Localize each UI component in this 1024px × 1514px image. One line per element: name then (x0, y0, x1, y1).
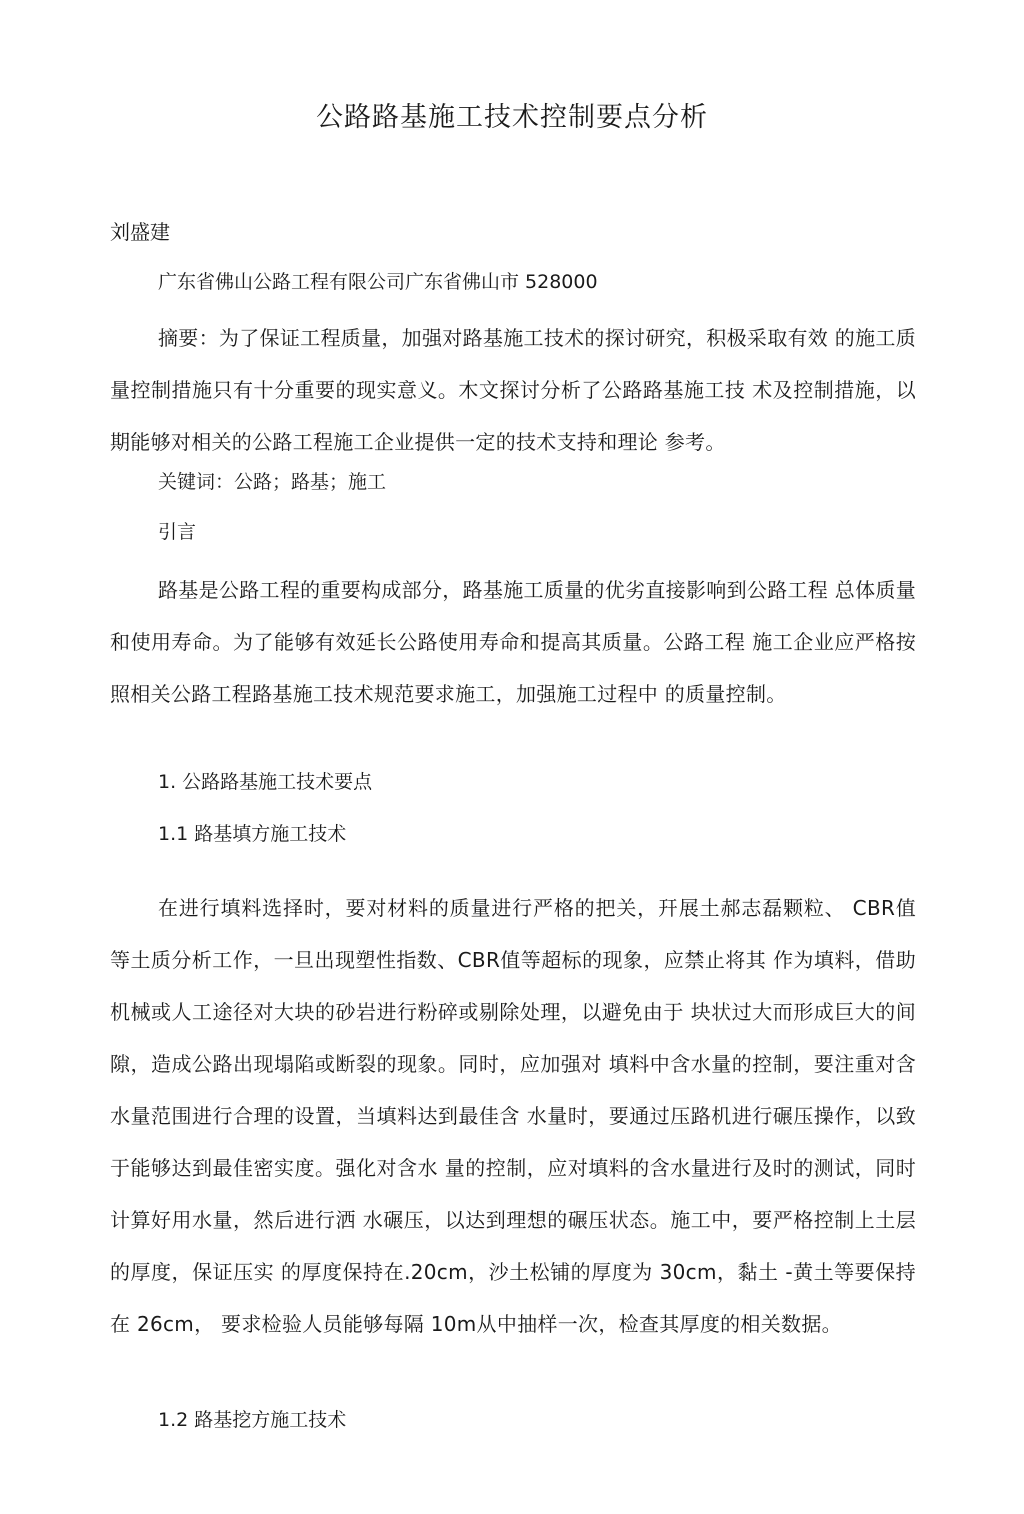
author-affiliation: 广东省佛山公路工程有限公司广东省佛山市 528000 (158, 271, 598, 293)
section-1-2-heading: 1.2 路基挖方施工技术 (158, 1409, 347, 1431)
section-1-1-heading: 1.1 路基填方施工技术 (158, 823, 347, 845)
document-title: 公路路基施工技术控制要点分析 (316, 102, 708, 133)
section-1-heading: 1. 公路路基施工技术要点 (158, 771, 373, 793)
intro-heading: 引言 (158, 521, 197, 543)
abstract-paragraph: 摘要：为了保证工程质量，加强对路基施工技术的探讨研究，积极采取有效 的施工质量控制措施只有十分重要的现实意义。木文探讨分析了公路路基施工技 术及控制措施，以期能够对相关的公路工程施工企业提供一定的技术支持和理论 参考。 (110, 326, 916, 454)
section-1-1-paragraph: 在进行填料选择时，要对材料的质量进行严格的把关，幵展土郝志磊颗粒、 CBR值等土质分析工作，一旦出现塑性指数、CBR值等超标的现象，应禁止将其 作为填料，借助机械或人工途径对大块的砂岩进行粉碎或剔除处理，以避免由于 块状过大而形成巨大的间隙，造成公路出现塌陷或断裂的现象。同时，应加强对 填料中含水量的控制，要注重对含水量范围进行合理的设置，当填料达到最佳含 水量时，要通过压路机进行碾压操作，以致于能够达到最佳密实度。强化对含水 量的控制，应对填料的含水量进行及时的测试，同时计算好用水量，然后进行洒 水碾压，以达到理想的碾压状态。施工中，要严格控制上土层的厚度，保证压实 的厚度保持在.20cm，沙土松铺的厚度为 30cm，黏土 -黄土等要保持在 26cm， 要求检验人员能够每隔 10m从中抽样一次，检查其厚度的相关数据。 (110, 896, 916, 1336)
author-name: 刘盛建 (110, 220, 170, 244)
keywords-line: 关键词：公路；路基；施工 (158, 471, 387, 493)
intro-paragraph: 路基是公路工程的重要构成部分，路基施工质量的优劣直接影响到公路工程 总体质量和使用寿命。为了能够有效延长公路使用寿命和提高其质量。公路工程 施工企业应严格按照相关公路工程路基施工技术规范要求施工，加强施工过程中 的质量控制。 (110, 578, 916, 706)
